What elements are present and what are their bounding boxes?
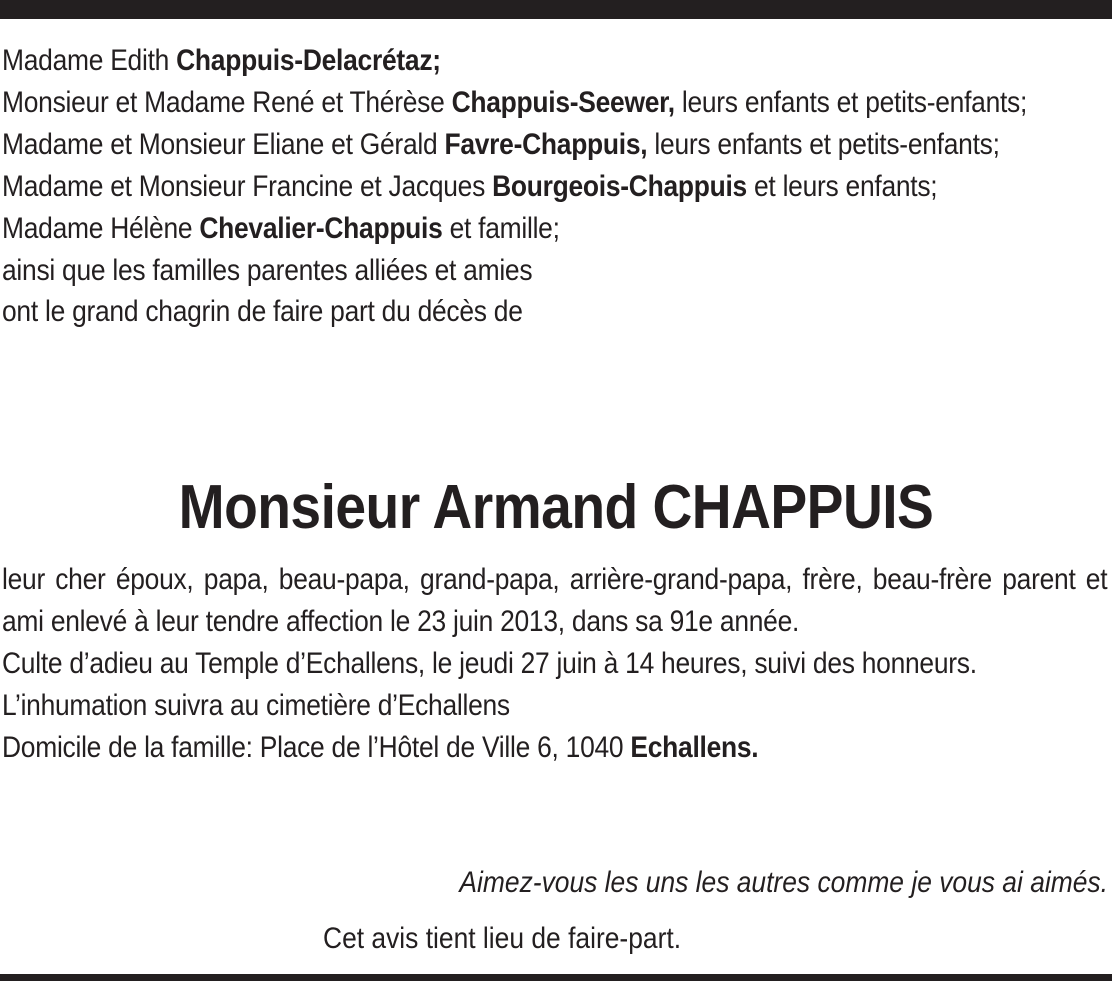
bottom-rule (0, 974, 1112, 981)
announcement-line: ont le grand chagrin de faire part du décès de (2, 295, 523, 329)
family-line: Madame Edith Chappuis-Delacrétaz; (2, 44, 441, 77)
address-paragraph: Domicile de la famille: Place de l’Hôtel de Ville 6, 1040 Echallens. (2, 730, 759, 764)
family-line: Madame Hélène Chevalier-Chappuis et famille; (2, 211, 560, 245)
family-line: ainsi que les familles parentes alliées et amies (2, 253, 533, 287)
deceased-name: Monsieur Armand CHAPPUIS (178, 473, 934, 542)
ceremony-paragraph: Culte d’adieu au Temple d’Echallens, le jeudi 27 juin à 14 heures, suivi des honneurs. (2, 646, 977, 680)
family-surname: Favre-Chappuis, (444, 127, 648, 161)
family-line: Madame et Monsieur Eliane et Gérald Favre-Chappuis, leurs enfants et petits-enfants; (2, 127, 1000, 161)
details-paragraph: leur cher époux, papa, beau-papa, grand-papa, arrière-grand-papa, frère, beau-frère parent et ami enlevé à leur tendre affection le 23 juin 2013, dans sa 91e année. (2, 563, 1108, 638)
family-list (2, 40, 1107, 333)
burial-paragraph: L’inhumation suivra au cimetière d’Echallens (2, 688, 510, 722)
top-rule (0, 0, 1112, 19)
notice-text: Cet avis tient lieu de faire-part. (323, 922, 682, 955)
family-surname: Chevalier-Chappuis (199, 211, 443, 245)
details-block (2, 559, 1107, 769)
address-town: Echallens. (630, 730, 759, 764)
family-line: Monsieur et Madame René et Thérèse Chappuis-Seewer, leurs enfants et petits-enfants; (2, 85, 1028, 119)
family-surname: Chappuis-Delacrétaz; (176, 44, 441, 77)
family-surname: Bourgeois-Chappuis (492, 169, 747, 203)
family-surname: Chappuis-Seewer, (451, 85, 675, 119)
family-line: Madame et Monsieur Francine et Jacques Bourgeois-Chappuis et leurs enfants; (2, 169, 938, 203)
scripture-quote: Aimez-vous les uns les autres comme je vous ai aimés. (459, 866, 1108, 899)
